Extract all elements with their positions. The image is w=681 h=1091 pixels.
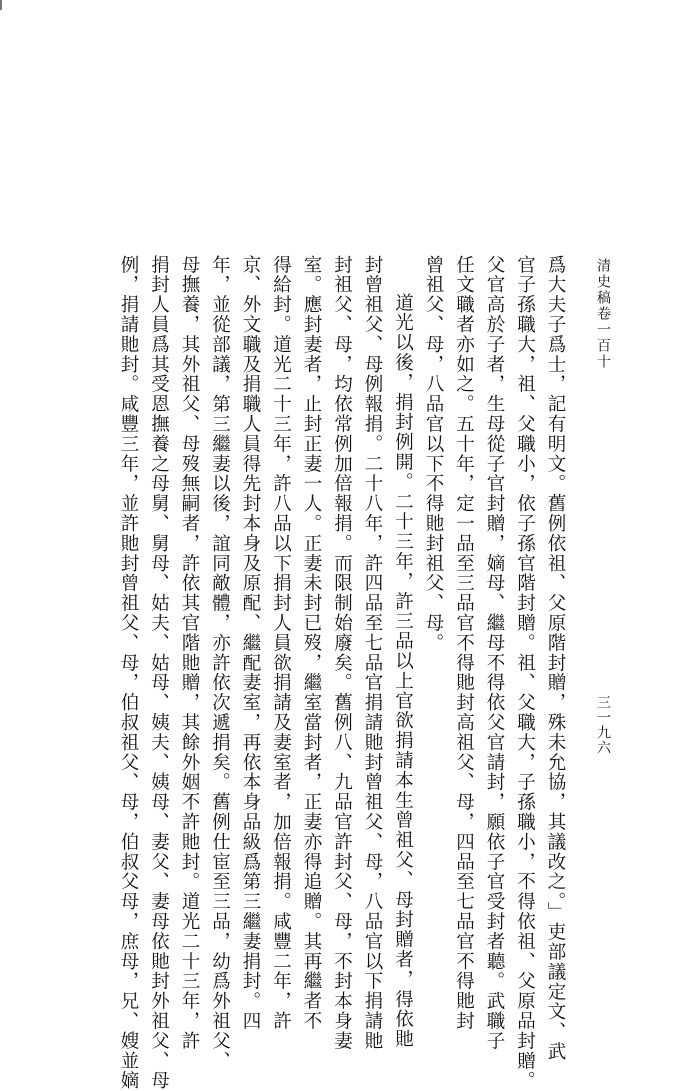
text-column-13: 母撫養，其外祖父、母歿無嗣者，許依其官階貤贈，其餘外姻不許貤封。道光二十三年，許 <box>179 255 200 1051</box>
text-column-5: 曾祖父、母，八品官以下不得貤封祖父、母。 <box>423 255 444 653</box>
text-column-10: 得給封。道光二十三年，許八品以下捐封人員欲捐請及妻室者，加倍報捐。咸豐二年，許 <box>270 255 292 1032</box>
text-column-8: 封祖父、母，均依常例加倍報捐。而限制始廢矣。舊例八、九品官許封父、母，不封本身妻 <box>331 255 353 1051</box>
text-column-1: 爲大夫子爲士，記有明文。舊例依祖、父原階封贈，殊未允協，其議改之。」吏部議定文、武 <box>545 255 566 1062</box>
text-column-3: 父官高於子者，生母從子官封贈，嫡母、繼母不得依父官請封，願依子官受封者聽。武職子 <box>484 255 505 1051</box>
text-column-11: 京、外文職及捐職人員得先封本身及原配、繼配妻室，再依本身品級爲第三繼妻捐封。四 <box>240 255 261 1032</box>
text-column-15: 例，捐請貤封。咸豐三年，並許貤封曾祖父、母，伯叔祖父、母，伯叔父母，庶母，兄、嫂並嫡 <box>118 255 139 1091</box>
text-column-12: 年，並從部議，第三繼妻以後，誼同敵體，亦許依次遞捐矣。舊例仕宦至三品，幼爲外祖父、 <box>209 255 231 1071</box>
scan-edge-mark <box>0 0 2 10</box>
text-column-6: 道光以後，捐封例開。二十三年，許三品以上官欲捐請本生曾祖父、母封贈者，得依貤 <box>392 293 414 1050</box>
running-header: 清史稿卷一百十 <box>595 258 611 370</box>
text-column-2: 官子孫職大，祖、父職小，依子孫官階封贈。祖、父職大，子孫職小，不得依祖、父原品封贈。 <box>514 255 536 1091</box>
text-column-4: 任文職者亦如之。五十年，定一品至三品官不得貤封高祖父、母，四品至七品官不得貤封 <box>453 255 475 1032</box>
document-body <box>113 255 571 1091</box>
text-column-9: 室。應封妻者，止封正妻一人。正妻未封已歿，繼室當封者，正妻亦得追贈。其再繼者不 <box>301 255 322 1032</box>
text-column-7: 封曾祖父、母例報捐。二十八年，許四品至七品官捐請貤封曾祖父、母，八品官以下捐請貤 <box>362 255 383 1051</box>
text-column-14: 捐封人員爲其受恩撫養之母舅、舅母、姑夫、姑母、姨夫、姨母、妻父、妻母依貤封外祖父、母 <box>148 255 170 1091</box>
page-number: 三一九六 <box>595 695 611 755</box>
